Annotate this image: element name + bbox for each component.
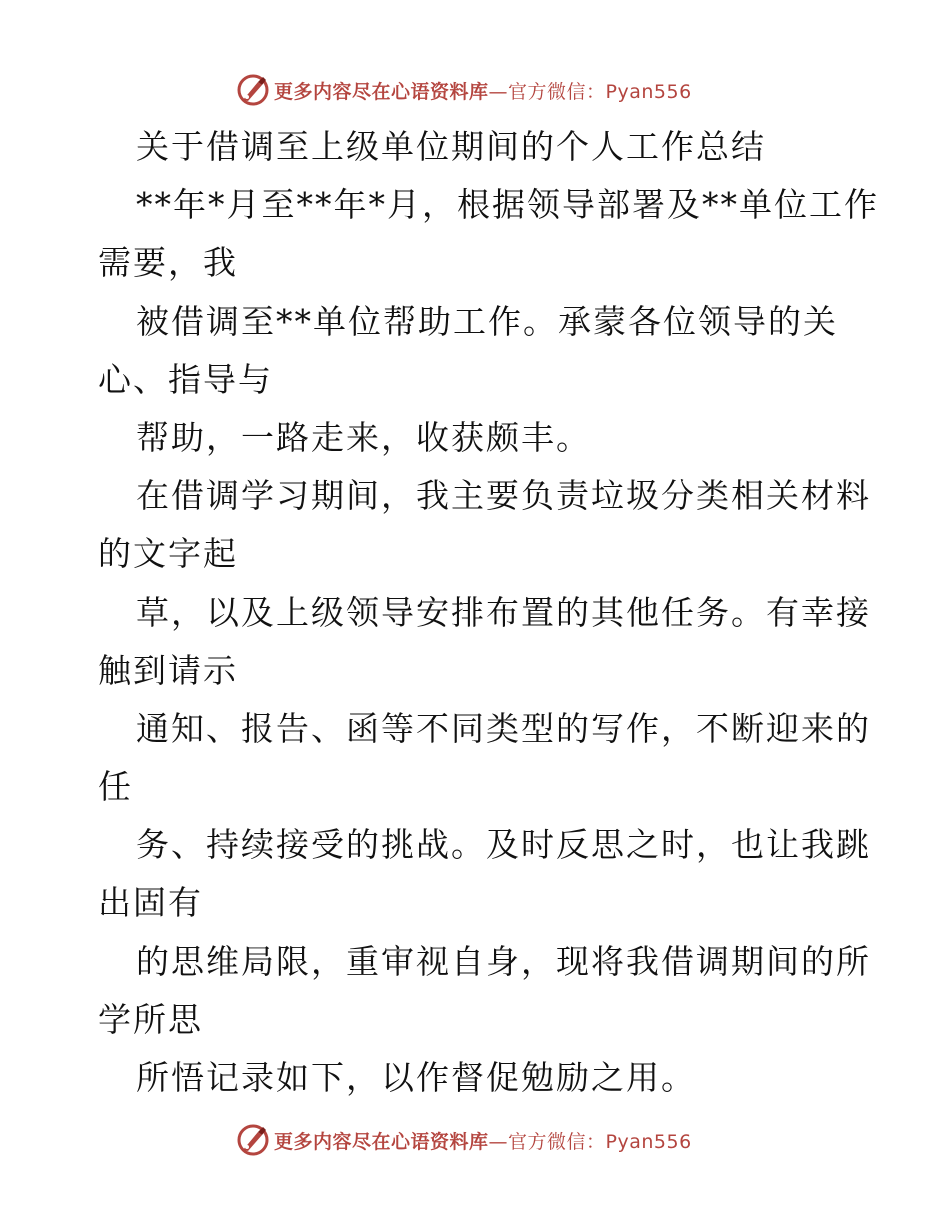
paragraph-line: 务、持续接受的挑战。及时反思之时，也让我跳 [136,825,871,865]
document-body [98,118,879,1107]
paragraph-line: 出固有 [98,883,203,923]
paragraph-line: 通知、报告、函等不同类型的写作，不断迎来的 [136,708,871,748]
paragraph-line: 的思维局限，重审视自身，现将我借调期间的所 [136,941,871,981]
watermark-separator: — [488,80,509,103]
quill-pen-logo-icon [236,73,270,107]
watermark-account-id: Pyan556 [605,80,692,103]
watermark-brand: 更多内容尽在心语资料库 [274,80,489,103]
watermark-banner-bottom [236,1122,692,1158]
watermark-brand: 更多内容尽在心语资料库 [274,1130,489,1153]
watermark-text [274,77,692,104]
watermark-account-id: Pyan556 [605,1130,692,1153]
watermark-separator: — [488,1130,509,1153]
paragraph-line: 所悟记录如下，以作督促勉励之用。 [136,1058,696,1097]
paragraph-line: 被借调至**单位帮助工作。承蒙各位领导的关 [136,301,838,341]
watermark-wechat-label: 官方微信： [508,1130,606,1153]
watermark-banner-top [236,72,692,108]
paragraph-line: 草，以及上级领导安排布置的其他任务。有幸接 [136,592,871,632]
paragraph-line: **年*月至**年*月，根据领导部署及**单位工作 [136,185,879,225]
paragraph-line: 在借调学习期间，我主要负责垃圾分类相关材料 [136,476,871,516]
watermark-wechat-label: 官方微信： [508,80,606,103]
quill-pen-logo-icon [236,1123,270,1157]
paragraph-line: 的文字起 [98,534,238,574]
paragraph-line: 学所思 [98,999,203,1039]
paragraph-line: 帮助，一路走来，收获颇丰。 [136,417,591,457]
paragraph-line: 触到请示 [98,650,238,690]
watermark-text [274,1127,692,1154]
document-title: 关于借调至上级单位期间的个人工作总结 [136,127,766,166]
paragraph-line: 任 [98,767,133,807]
paragraph-line: 心、指导与 [98,359,273,399]
paragraph-line: 需要，我 [98,243,238,283]
